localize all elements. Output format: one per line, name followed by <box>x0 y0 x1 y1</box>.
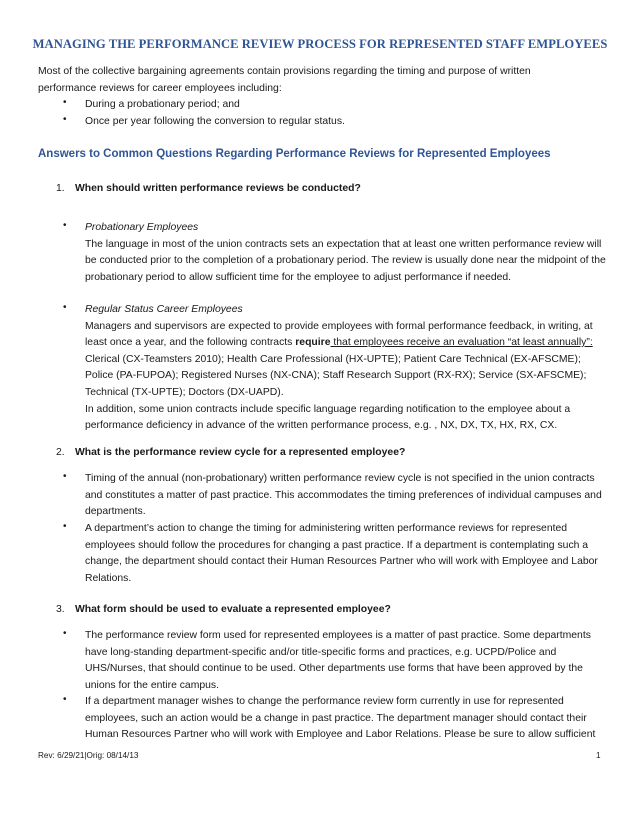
question-text: What is the performance review cycle for a represented employee? <box>75 447 406 458</box>
q3-bullet-1: The performance review form used for represented employees is a matter of past practice. Some departments have long-standing department-specific and/or title-specific forms and practices, e.g. UCPD/Police and UHS/Nurses, that should continue to be used. Other departments use forms that have been approved by the unions for the entire campus. <box>85 630 591 691</box>
intro-paragraph: Most of the collective bargaining agreements contain provisions regarding the timing and purpose of written performance reviews for career employees including: <box>38 66 531 94</box>
question-3 <box>56 604 391 615</box>
bullet-dot: • <box>63 628 67 639</box>
bullet-extra: In addition, some union contracts include specific language regarding notification to the employee about a performance deficiency in advance of the written performance process, e.g. , NX, DX, TX, HX, RX, CX. <box>85 403 571 432</box>
intro-bullet-1: During a probationary period; and <box>85 99 240 110</box>
section-subheading: Answers to Common Questions Regarding Performance Reviews for Represented Employees <box>38 148 551 160</box>
bullet-dot: • <box>63 220 67 231</box>
question-2 <box>56 447 405 458</box>
q2-bullet-2: A department’s action to change the timing for administering written performance reviews for represented employees should follow the procedures for changing a past practice. If a department is contemplating such a change, the department should contact their Human Resources Partner who will work with Employee and Labor Relations. <box>85 523 598 584</box>
underlined-text: that employees receive an evaluation “at least annually”: <box>330 337 593 349</box>
question-1 <box>56 183 361 194</box>
contracts-list: Clerical (CX-Teamsters 2010); Health Care Professional (HX-UPTE); Patient Care Technical (EX-AFSCME); Police (PA-FUPOA); Registered Nurses (NX-CNA); Staff Research Support (RX-RX); Service (SX-AFSCME); Technical (TX-UPTE); Doctors (DX-UAPD). <box>85 353 587 398</box>
question-number: 1. <box>56 183 65 194</box>
bullet-title: Regular Status Career Employees <box>85 304 243 315</box>
bullet-dot: • <box>63 521 67 532</box>
intro-bullet-2: Once per year following the conversion to regular status. <box>85 116 345 127</box>
bullet-body: The language in most of the union contracts sets an expectation that at least one written performance review will be conducted prior to the completion of a probationary period. The review is usually done near the midpoint of the probationary period to allow sufficient time for the employee to adjust performance if needed. <box>85 238 606 283</box>
body-text: Managers and supervisors are expected to provide employees with formal performance feedback, in writing, at least once a year, and the following contracts <box>85 320 593 349</box>
q1-bullet-regular-status <box>85 302 607 435</box>
bullet-dot: • <box>63 471 67 482</box>
bullet-dot: • <box>63 302 67 313</box>
q3-bullet-2: If a department manager wishes to change the performance review form currently in use for represented employees, such an action would be a change in past practice. The department manager should contact their Human Resources Partner who will work with Employee and Labor Relations. Please be sure to allow sufficient <box>85 696 596 741</box>
bold-require: require <box>295 337 331 349</box>
q1-bullet-probationary <box>85 220 607 286</box>
bullet-dot: • <box>63 694 67 705</box>
bullet-title: Probationary Employees <box>85 222 199 233</box>
footer-revision: Rev: 6/29/21|Orig: 08/14/13 <box>38 751 139 760</box>
q2-bullet-1: Timing of the annual (non-probationary) written performance review cycle is not specified in the union contracts and constitutes a matter of past practice. This accommodates the timing preferences of individual campuses and departments. <box>85 473 602 518</box>
bullet-dot: • <box>63 114 67 125</box>
page-title: MANAGING THE PERFORMANCE REVIEW PROCESS FOR REPRESENTED STAFF EMPLOYEES <box>32 37 608 51</box>
question-number: 2. <box>56 447 65 458</box>
bullet-body <box>85 319 607 402</box>
question-text: What form should be used to evaluate a represented employee? <box>75 604 391 615</box>
page-number: 1 <box>596 751 601 760</box>
bullet-dot: • <box>63 97 67 108</box>
question-text: When should written performance reviews be conducted? <box>75 183 361 194</box>
question-number: 3. <box>56 604 65 615</box>
